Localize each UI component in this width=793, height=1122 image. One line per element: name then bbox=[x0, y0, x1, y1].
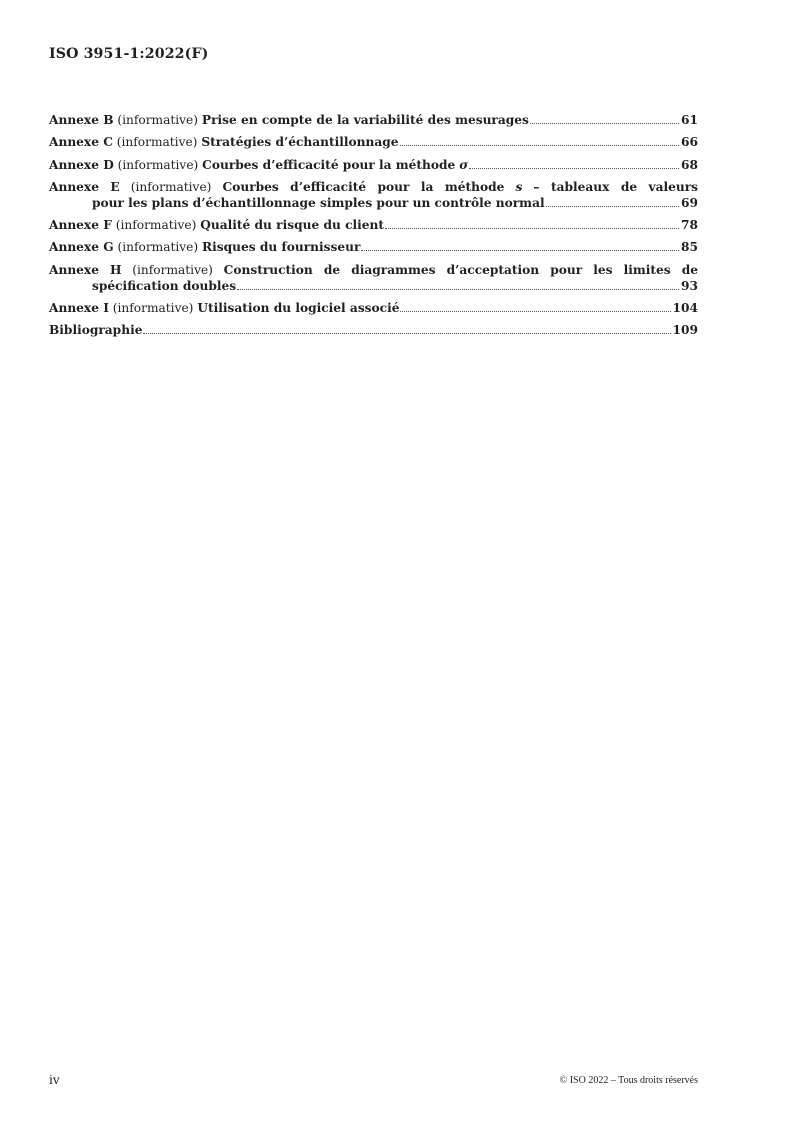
toc-label: Annexe I bbox=[49, 301, 109, 316]
toc-label: Bibliographie bbox=[49, 323, 143, 338]
toc-label: Annexe C bbox=[49, 135, 113, 150]
toc-title: Prise en compte de la variabilité des mesurages bbox=[201, 113, 529, 127]
toc-entry-annex-d[interactable] bbox=[49, 157, 698, 173]
toc-symbol: s bbox=[515, 179, 523, 194]
toc-type: (informative) bbox=[115, 218, 197, 233]
dot-leader bbox=[400, 311, 670, 312]
toc-page: 69 bbox=[681, 195, 698, 210]
toc-entry-annex-i[interactable] bbox=[49, 300, 698, 316]
toc-title: Courbes d’efficacité pour la méthode bbox=[222, 179, 505, 194]
page-number: iv bbox=[49, 1073, 60, 1087]
toc-entry-annex-e[interactable] bbox=[49, 179, 698, 211]
toc-entry-annex-f[interactable] bbox=[49, 217, 698, 233]
toc-label: Annexe B bbox=[49, 113, 114, 127]
toc-title: Stratégies d’échantillonnage bbox=[201, 135, 399, 150]
toc-type: (informative) bbox=[117, 113, 199, 127]
toc-symbol: σ bbox=[459, 157, 469, 172]
toc-page: 104 bbox=[672, 301, 698, 316]
dot-leader bbox=[530, 123, 679, 124]
toc-label: Annexe D bbox=[49, 157, 114, 172]
toc-page: 78 bbox=[681, 218, 698, 233]
toc-label: Annexe G bbox=[49, 240, 114, 255]
dot-leader bbox=[361, 250, 679, 251]
toc-type: (informative) bbox=[130, 179, 212, 194]
toc-title: Qualité du risque du client bbox=[200, 218, 384, 233]
dot-leader bbox=[546, 206, 679, 207]
toc-entry-annex-g[interactable] bbox=[49, 239, 698, 255]
toc-page: 85 bbox=[681, 240, 698, 255]
toc-entry-annex-b[interactable] bbox=[49, 112, 698, 128]
toc-title: Construction de diagrammes d’acceptation pour les limites de bbox=[223, 262, 698, 277]
toc-label: Annexe F bbox=[49, 218, 112, 233]
copyright-notice: © ISO 2022 – Tous droits réservés bbox=[559, 1075, 698, 1086]
toc-title-continuation: pour les plans d’échantillonnage simples pour un contrôle normal bbox=[92, 195, 545, 210]
dot-leader bbox=[143, 333, 670, 334]
dot-leader bbox=[400, 145, 679, 146]
toc-entry-annex-c[interactable] bbox=[49, 134, 698, 150]
toc-page: 66 bbox=[681, 135, 698, 150]
toc-page: 109 bbox=[672, 323, 698, 338]
toc-type: (informative) bbox=[117, 157, 199, 172]
toc-page: 68 bbox=[681, 157, 698, 172]
toc-title-continued: – tableaux de valeurs bbox=[533, 179, 699, 194]
toc-title: Utilisation du logiciel associé bbox=[197, 301, 400, 316]
toc-type: (informative) bbox=[116, 135, 198, 150]
toc-entry-bibliography[interactable] bbox=[49, 322, 698, 338]
toc-type: (informative) bbox=[112, 301, 194, 316]
dot-leader bbox=[385, 228, 679, 229]
toc-label: Annexe H bbox=[49, 262, 122, 277]
toc-entry-annex-h[interactable] bbox=[49, 262, 698, 294]
toc-type: (informative) bbox=[132, 262, 213, 277]
dot-leader bbox=[469, 168, 679, 169]
toc-title: Risques du fournisseur bbox=[202, 240, 361, 255]
table-of-contents bbox=[49, 112, 698, 345]
toc-label: Annexe E bbox=[49, 179, 120, 194]
toc-title-continuation: spécification doubles bbox=[92, 278, 237, 293]
document-id: ISO 3951-1:2022(F) bbox=[49, 46, 209, 62]
dot-leader bbox=[237, 289, 679, 290]
toc-type: (informative) bbox=[117, 240, 199, 255]
toc-page: 61 bbox=[681, 113, 698, 127]
toc-title: Courbes d’efficacité pour la méthode bbox=[202, 157, 456, 172]
toc-page: 93 bbox=[681, 278, 698, 293]
